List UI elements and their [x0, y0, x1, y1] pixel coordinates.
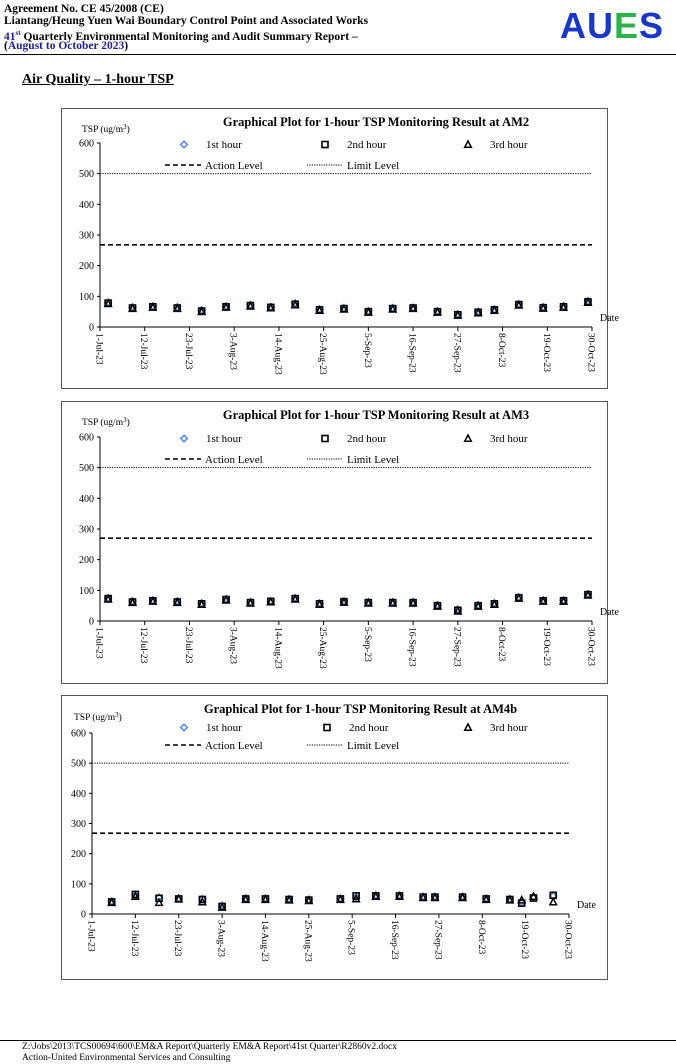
project-title: Liantang/Heung Yuen Wai Boundary Control Point and Associated Works [4, 15, 369, 27]
x-tick-label: 3-Aug-23 [227, 333, 238, 370]
report-period-close: ) [124, 40, 129, 52]
report-number-suffix: st [15, 29, 21, 37]
report-period-open: ( [4, 40, 8, 52]
y-tick-label: 200 [79, 261, 94, 273]
x-tick-label: 16-Sep-23 [406, 333, 417, 373]
y-tick-label: 500 [71, 758, 86, 770]
x-tick-label: 3-Aug-23 [215, 920, 226, 957]
legend-marker-1 [181, 724, 188, 731]
chart-am2 [61, 108, 619, 389]
y-tick-label: 300 [79, 230, 94, 242]
y-tick-label: 400 [71, 788, 86, 800]
legend-label-3: 3rd hour [490, 433, 528, 445]
y-tick-label: 500 [79, 463, 94, 475]
x-tick-label: 23-Jul-23 [182, 333, 193, 370]
y-tick-label: 500 [79, 169, 94, 181]
report-title-text: Quarterly Environmental Monitoring and Audit Summary Report – [20, 30, 358, 43]
x-tick-label: 19-Oct-23 [540, 333, 551, 373]
y-tick-label: 600 [79, 138, 94, 150]
x-tick-label: 25-Aug-23 [302, 920, 313, 962]
chart-title: Graphical Plot for 1-hour TSP Monitoring Result at AM3 [222, 408, 530, 422]
x-tick-label: 12-Jul-23 [128, 920, 139, 957]
legend-marker-2 [322, 142, 328, 148]
legend-label-2: 2nd hour [347, 139, 387, 151]
x-tick-label: 23-Jul-23 [182, 627, 193, 664]
legend-limit-label: Limit Level [347, 160, 400, 172]
chart-title: Graphical Plot for 1-hour TSP Monitoring Result at AM4b [203, 702, 518, 716]
report-number: 41 [4, 30, 16, 43]
x-tick-label: 5-Sep-23 [361, 627, 372, 662]
legend-marker-3 [465, 141, 472, 147]
x-tick-label: 25-Aug-23 [317, 627, 328, 669]
x-tick-label: 8-Oct-23 [496, 627, 507, 662]
legend-marker-3 [465, 435, 472, 441]
header-rule [0, 54, 676, 55]
y-tick-label: 600 [71, 728, 86, 740]
x-tick-label: 12-Jul-23 [138, 627, 149, 664]
x-tick-label: 14-Aug-23 [272, 627, 283, 669]
data-point-3 [530, 893, 537, 899]
legend-label-2: 2nd hour [349, 722, 389, 734]
x-tick-label: 12-Jul-23 [138, 333, 149, 370]
legend-label-1: 1st hour [206, 433, 242, 445]
y-tick-label: 300 [71, 819, 86, 830]
x-tick-label: 1-Jul-23 [85, 920, 96, 952]
x-tick-label: 27-Sep-23 [451, 627, 462, 667]
y-axis-label: TSP $(ug/m^3)$ [82, 123, 130, 135]
y-tick-label: 400 [79, 493, 94, 505]
legend-label-3: 3rd hour [490, 722, 528, 734]
footer-rule [0, 1040, 676, 1041]
footer-file-path: Z:\Jobs\2013\TCS00694\600\EM&A Report\Quarterly EM&A Report\41st Quarter\R2860v2.docx [22, 1042, 397, 1052]
legend-limit-label: Limit Level [347, 740, 400, 752]
chart-am3-svg [62, 402, 619, 683]
y-tick-label: 100 [79, 585, 94, 597]
legend-label-3: 3rd hour [490, 139, 528, 151]
legend-marker-2 [322, 436, 328, 442]
chart-am4b-svg [62, 696, 607, 979]
report-period [4, 40, 128, 53]
x-tick-label: 1-Jul-23 [93, 627, 104, 659]
x-tick-label: 27-Sep-23 [451, 333, 462, 373]
legend-marker-1 [181, 435, 188, 442]
y-tick-label: 0 [89, 322, 94, 334]
x-tick-label: 27-Sep-23 [432, 920, 443, 960]
y-tick-label: 200 [79, 555, 94, 567]
x-tick-label: 5-Sep-23 [361, 333, 372, 368]
y-axis-label: TSP $(ug/m^3)$ [74, 711, 122, 723]
legend-label-1: 1st hour [206, 722, 242, 734]
x-tick-label: 8-Oct-23 [475, 920, 486, 955]
x-tick-label: 30-Oct-23 [585, 627, 596, 667]
legend-limit-label: Limit Level [347, 454, 400, 466]
x-tick-label: 16-Sep-23 [406, 627, 417, 667]
y-tick-label: 300 [79, 524, 94, 536]
x-tick-label: 14-Aug-23 [258, 920, 269, 962]
section-title: Air Quality – 1-hour TSP [22, 72, 174, 87]
y-tick-label: 100 [79, 291, 94, 303]
x-tick-label: 1-Jul-23 [93, 333, 104, 365]
chart-am2-svg [62, 109, 619, 388]
x-tick-label: 19-Oct-23 [519, 920, 530, 960]
x-tick-label: 5-Sep-23 [345, 920, 356, 955]
y-tick-label: 100 [71, 879, 86, 891]
y-tick-label: 0 [89, 616, 94, 628]
y-tick-label: 0 [81, 909, 86, 921]
legend-action-label: Action Level [205, 740, 263, 752]
y-tick-label: 400 [79, 199, 94, 211]
x-tick-label: 23-Jul-23 [172, 920, 183, 957]
x-tick-label: 30-Oct-23 [562, 920, 573, 960]
legend-marker-2 [324, 725, 330, 731]
data-point-3 [550, 898, 557, 904]
y-tick-label: 200 [71, 849, 86, 861]
x-tick-label: 3-Aug-23 [227, 627, 238, 664]
legend-marker-3 [465, 724, 472, 730]
x-tick-label: 25-Aug-23 [317, 333, 328, 375]
legend-action-label: Action Level [205, 454, 263, 466]
legend-action-label: Action Level [205, 160, 263, 172]
legend-marker-1 [181, 141, 188, 148]
y-tick-label: 600 [79, 432, 94, 444]
x-axis-label: Date [577, 900, 596, 911]
aues-logo: AUES [560, 5, 665, 46]
x-tick-label: 14-Aug-23 [272, 333, 283, 375]
chart-am4b [61, 695, 608, 980]
x-tick-label: 30-Oct-23 [585, 333, 596, 373]
x-axis-label: Date [600, 313, 619, 324]
x-axis-label: Date [600, 607, 619, 618]
chart-title: Graphical Plot for 1-hour TSP Monitoring Result at AM2 [222, 115, 530, 129]
footer-company: Action-United Environmental Services and Consulting [22, 1053, 231, 1063]
legend-label-1: 1st hour [206, 139, 242, 151]
report-period-text: August to October 2023 [7, 40, 125, 52]
agreement-number: Agreement No. CE 45/2008 (CE) [4, 3, 164, 15]
x-tick-label: 16-Sep-23 [389, 920, 400, 960]
x-tick-label: 8-Oct-23 [496, 333, 507, 368]
y-axis-label: TSP $(ug/m^3)$ [82, 416, 130, 428]
legend-label-2: 2nd hour [347, 433, 387, 445]
chart-am3 [61, 401, 619, 684]
x-tick-label: 19-Oct-23 [540, 627, 551, 667]
